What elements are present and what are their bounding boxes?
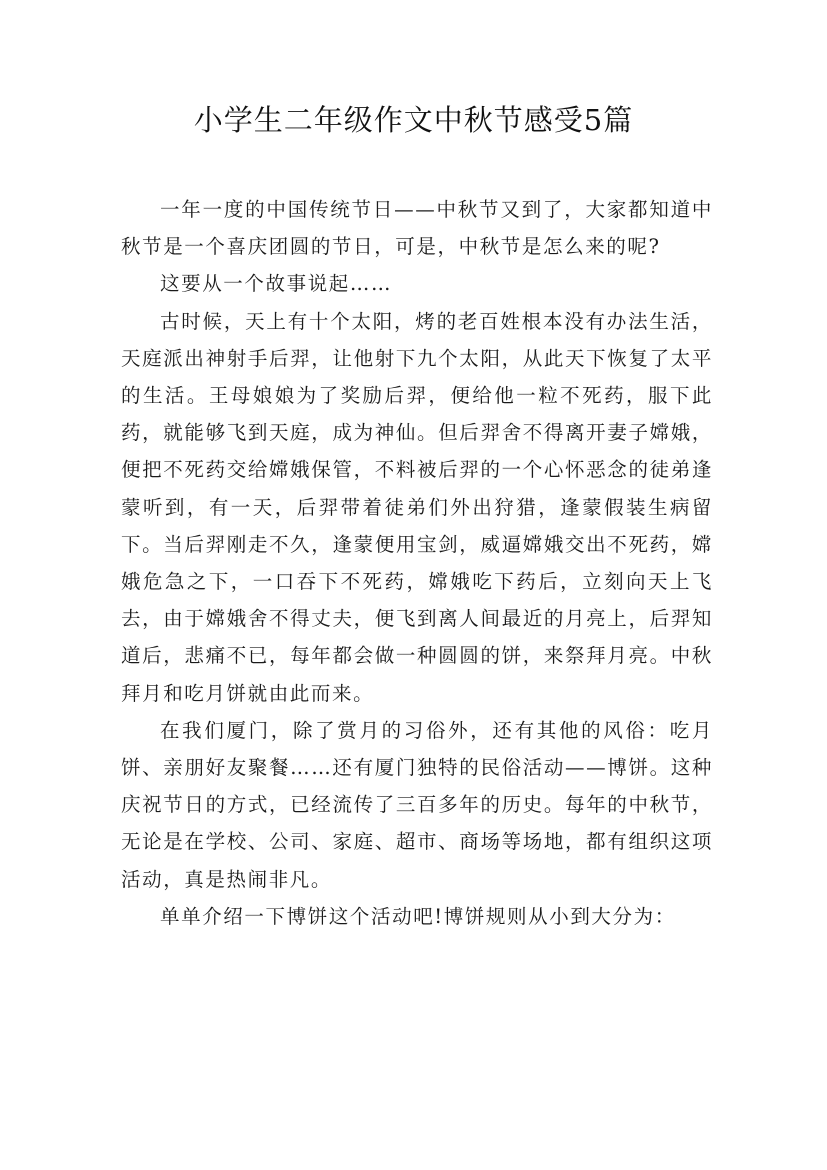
- paragraph-1: 一年一度的中国传统节日——中秋节又到了，大家都知道中秋节是一个喜庆团圆的节日，可是，中秋节是怎么来的呢?: [121, 198, 713, 259]
- paragraph-5: 单单介绍一下博饼这个活动吧!博饼规则从小到大分为：: [160, 904, 676, 928]
- paragraph-3: 古时候，天上有十个太阳，烤的老百姓根本没有办法生活，天庭派出神射手后羿，让他射下九个太阳，从此天下恢复了太平的生活。王母娘娘为了奖励后羿，便给他一粒不死药，服下此药，就能够飞到天庭，成为神仙。但后羿舍不得离开妻子嫦娥，便把不死药交给嫦娥保管，不料被后羿的一个心怀恶念的徒弟逢蒙听到，有一天，后羿带着徒弟们外出狩猎，逢蒙假装生病留下。当后羿刚走不久，逢蒙便用宝剑，威逼嫦娥交出不死药，嫦娥危急之下，一口吞下不死药，嫦娥吃下药后，立刻向天上飞去，由于嫦娥舍不得丈夫，便飞到离人间最近的月亮上，后羿知道后，悲痛不已，每年都会做一种圆圆的饼，来祭拜月亮。中秋拜月和吃月饼就由此而来。: [121, 309, 713, 705]
- paragraph-4: 在我们厦门，除了赏月的习俗外，还有其他的风俗：吃月饼、亲朋好友聚餐……还有厦门独特的民俗活动——博饼。这种庆祝节日的方式，已经流传了三百多年的历史。每年的中秋节，无论是在学校、公司、家庭、超市、商场等场地，都有组织这项活动，真是热闹非凡。: [121, 718, 713, 891]
- document-body: [121, 191, 713, 935]
- document-title: 小学生二年级作文中秋节感受5篇: [193, 103, 634, 137]
- paragraph-2: 这要从一个故事说起……: [160, 272, 393, 296]
